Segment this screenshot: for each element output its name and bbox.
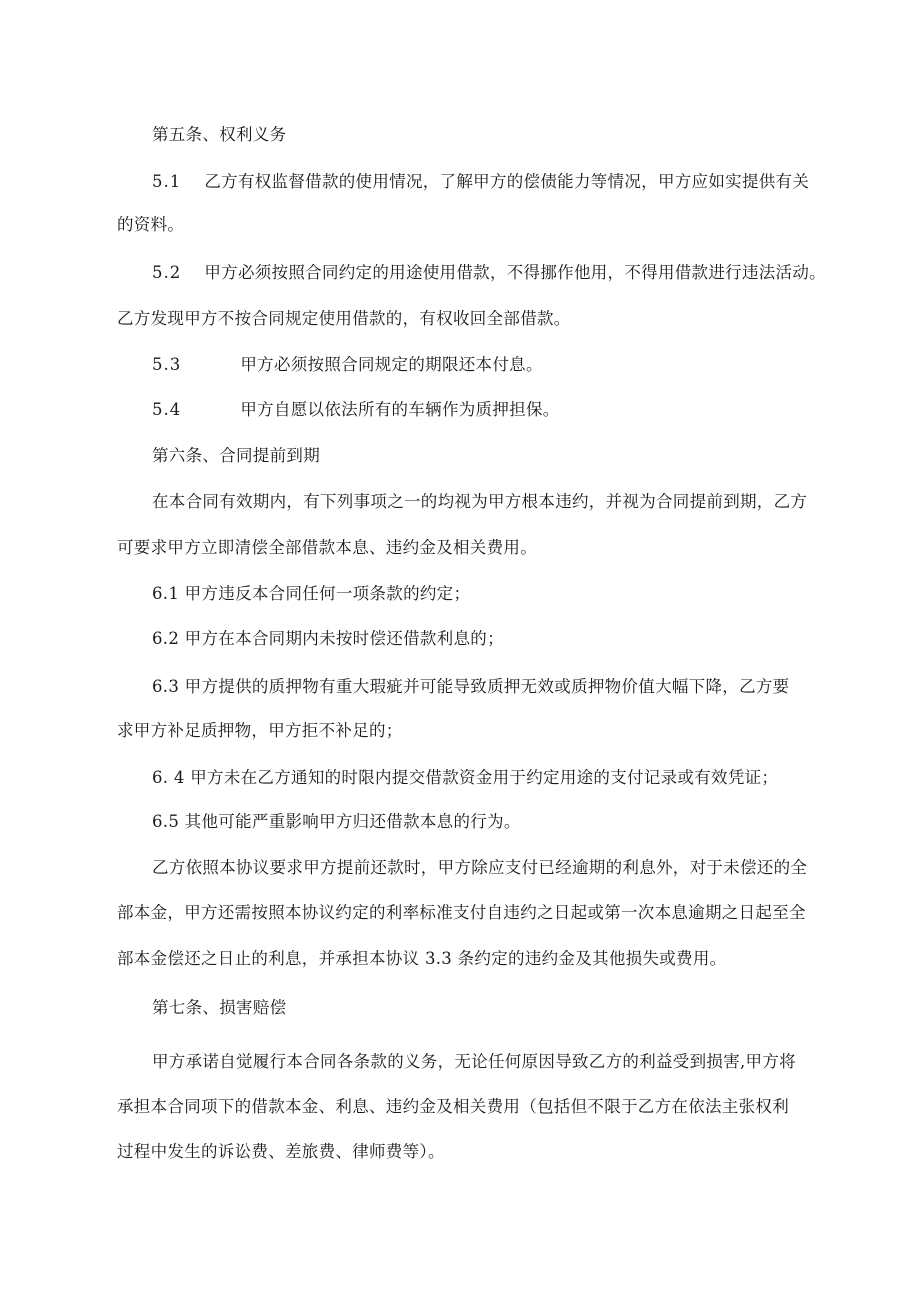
clause-6-5: 6.5 其他可能严重影响甲方归还借款本息的行为。 (152, 812, 521, 831)
clause-5-1-line-1 (152, 172, 809, 192)
clause-6-1: 6.1 甲方违反本合同任何一项条款的约定； (152, 584, 471, 603)
clause-5-4 (152, 400, 560, 420)
clause-5-3 (152, 355, 543, 375)
article-7-heading: 第七条、损害赔偿 (152, 998, 287, 1017)
article-6-closing-line-2: 部本金，甲方还需按照本协议约定的利率标准支付自违约之日起或第一次本息逾期之日起至全 (117, 903, 806, 922)
clause-5-3-number: 5.3 (152, 355, 182, 374)
article-6-intro-line-2: 可要求甲方立即清偿全部借款本息、违约金及相关费用。 (117, 538, 537, 557)
article-7-line-1: 甲方承诺自觉履行本合同各条款的义务，无论任何原因导致乙方的利益受到损害,甲方将 (152, 1052, 796, 1071)
article-7-line-3: 过程中发生的诉讼费、差旅费、律师费等）。 (117, 1142, 445, 1161)
article-7-line-2: 承担本合同项下的借款本金、利息、违约金及相关费用（包括但不限于乙方在依法主张权利 (117, 1097, 789, 1116)
article-5-heading: 第五条、权利义务 (152, 125, 287, 144)
clause-5-4-number: 5.4 (152, 400, 182, 419)
clause-5-2-line-1 (152, 263, 826, 283)
clause-6-2: 6.2 甲方在本合同期内未按时偿还借款利息的； (152, 629, 504, 648)
clause-5-2-number: 5.2 (152, 263, 182, 282)
clause-6-3-line-1: 6.3 甲方提供的质押物有重大瑕疵并可能导致质押无效或质押物价值大幅下降，乙方要 (152, 677, 790, 696)
clause-5-1-number: 5.1 (152, 172, 182, 191)
clause-6-4: 6. 4 甲方未在乙方通知的时限内提交借款资金用于约定用途的支付记录或有效凭证； (152, 768, 779, 787)
article-6-closing-line-1: 乙方依照本协议要求甲方提前还款时，甲方除应支付已经逾期的利息外，对于未偿还的全 (152, 858, 808, 877)
article-6-closing-line-3: 部本金偿还之日止的利息，并承担本协议 3.3 条约定的违约金及其他损失或费用。 (117, 949, 727, 968)
clause-5-2-line-2: 乙方发现甲方不按合同规定使用借款的，有权收回全部借款。 (117, 309, 571, 328)
clause-5-3-text: 甲方必须按照合同规定的期限还本付息。 (240, 355, 543, 374)
clause-6-3-line-2: 求甲方补足质押物，甲方拒不补足的； (117, 721, 403, 740)
article-6-intro-line-1: 在本合同有效期内，有下列事项之一的均视为甲方根本违约，并视为合同提前到期，乙方 (152, 492, 808, 511)
clause-5-4-text: 甲方自愿以依法所有的车辆作为质押担保。 (240, 400, 560, 419)
clause-5-2-text: 甲方必须按照合同约定的用途使用借款，不得挪作他用，不得用借款进行违法活动。 (204, 263, 826, 282)
article-6-heading: 第六条、合同提前到期 (152, 446, 320, 465)
clause-5-1-line-2: 的资料。 (117, 215, 185, 234)
clause-5-1-text: 乙方有权监督借款的使用情况，了解甲方的偿债能力等情况，甲方应如实提供有关 (204, 172, 810, 191)
